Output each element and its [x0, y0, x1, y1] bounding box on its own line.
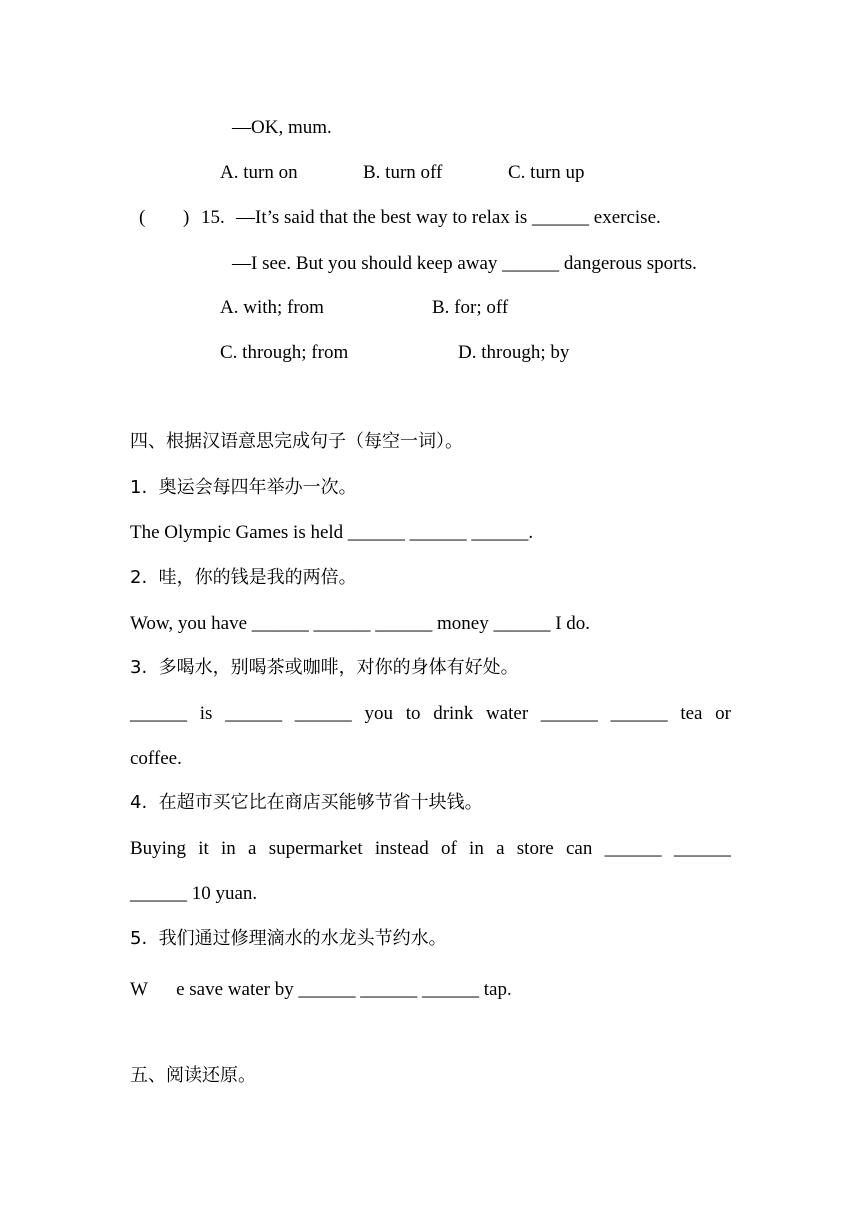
- s4-item3-chinese: 3. 多喝水，别喝茶或咖啡，对你的身体有好处。: [130, 657, 519, 678]
- q14-option-c: C. turn up: [508, 162, 585, 183]
- word: a: [496, 838, 505, 859]
- word: Buying: [130, 838, 186, 859]
- word: supermarket: [268, 838, 363, 859]
- s4-item4-english-cont: ______ 10 yuan.: [130, 883, 258, 904]
- s4-item1-english: The Olympic Games is held ______ ______ ______.: [130, 522, 534, 543]
- s4-item2-chinese: 2. 哇，你的钱是我的两倍。: [130, 567, 357, 588]
- section5-heading: 五、阅读还原。: [130, 1065, 256, 1086]
- word: ______: [130, 703, 187, 724]
- word: can: [565, 838, 593, 859]
- s4-item4-english-line: [130, 837, 731, 861]
- word: in: [221, 838, 236, 859]
- word: it: [198, 838, 209, 859]
- word: a: [248, 838, 257, 859]
- word: tea: [680, 703, 703, 724]
- q14-option-a: A. turn on: [220, 162, 298, 183]
- q15-answer-paren-close: ): [183, 207, 190, 228]
- s4-item5-chinese: 5. 我们通过修理滴水的水龙头节约水。: [130, 928, 447, 949]
- word: store: [516, 838, 554, 859]
- s4-item5-english: W e save water by ______ ______ ______ tap.: [130, 979, 512, 1000]
- word: of: [440, 838, 457, 859]
- s4-item3-english-line: [130, 702, 731, 726]
- q15-reply: —I see. But you should keep away ______ dangerous sports.: [232, 253, 697, 274]
- word: ______: [540, 703, 598, 724]
- q15-question: —It’s said that the best way to relax is ______ exercise.: [236, 207, 661, 228]
- q14-option-b: B. turn off: [363, 162, 443, 183]
- q15-option-b: B. for; off: [432, 297, 509, 318]
- word: ______: [294, 703, 352, 724]
- word: ______: [604, 838, 662, 859]
- s4-item3-english-cont: coffee.: [130, 748, 182, 769]
- word: in: [469, 838, 484, 859]
- q14-reply: —OK, mum.: [232, 117, 332, 138]
- word: instead: [374, 838, 429, 859]
- q15-answer-paren-open: (: [139, 207, 146, 228]
- word: you: [364, 703, 393, 724]
- s4-item2-english: Wow, you have ______ ______ ______ money ______ I do.: [130, 613, 591, 634]
- word: to: [405, 703, 421, 724]
- word: ______: [673, 838, 731, 859]
- word: ______: [610, 703, 668, 724]
- s4-item1-chinese: 1. 奥运会每四年举办一次。: [130, 477, 357, 498]
- q15-option-c: C. through; from: [220, 342, 349, 363]
- section4-heading: 四、根据汉语意思完成句子（每空一词）。: [130, 431, 463, 452]
- word: water: [486, 703, 529, 724]
- q15-number: 15.: [201, 207, 225, 228]
- word: or: [715, 703, 731, 724]
- q15-option-d: D. through; by: [458, 342, 570, 363]
- word: drink: [433, 703, 474, 724]
- q15-option-a: A. with; from: [220, 297, 324, 318]
- word: ______: [225, 703, 283, 724]
- s4-item4-chinese: 4. 在超市买它比在商店买能够节省十块钱。: [130, 792, 483, 813]
- word: is: [199, 703, 213, 724]
